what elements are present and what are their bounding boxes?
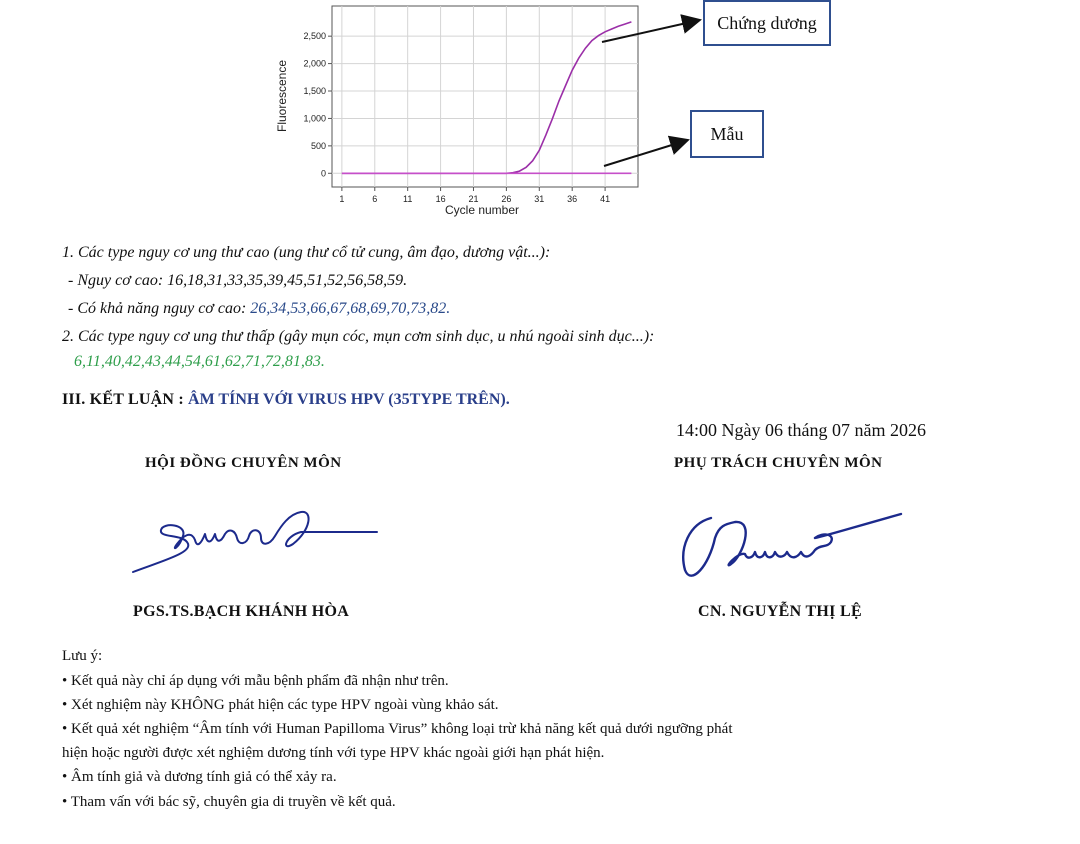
sample-label: Mẫu	[710, 123, 744, 144]
high-risk-line	[68, 272, 407, 290]
left-signatory-title: HỘI ĐỒNG CHUYÊN MÔN	[145, 455, 342, 471]
high-risk-section-title: 1. Các type nguy cơ ung thư cao (ung thư cổ tử cung, âm đạo, dương vật...):	[62, 244, 551, 261]
sample-arrow	[604, 140, 688, 166]
x-tick-label: 21	[468, 194, 479, 204]
left-signature	[125, 500, 385, 580]
date-line: 14:00 Ngày 06 tháng 07 năm 2026	[676, 420, 926, 440]
notes-title: Lưu ý:	[62, 648, 103, 664]
possible-risk-line	[68, 300, 450, 318]
positive-control-arrow	[602, 20, 700, 42]
positive-control-callout	[703, 0, 831, 46]
low-risk-values: 6,11,40,42,43,44,54,61,62,71,72,81,83.	[74, 353, 325, 370]
right-signature	[675, 508, 915, 588]
note-item-continued: hiện hoặc người được xét nghiệm dương tính với type HPV khác ngoài giới hạn phát hiện.	[62, 745, 605, 761]
callout-arrows	[0, 0, 1080, 240]
x-tick-label: 41	[600, 194, 611, 204]
note-item: • Kết quả này chỉ áp dụng với mẫu bệnh phẩm đã nhận như trên.	[62, 673, 449, 689]
y-tick-label: 2,500	[303, 31, 326, 42]
positive-control-label: Chứng dương	[717, 12, 817, 33]
y-tick-label: 0	[320, 168, 326, 179]
y-tick-label: 1,500	[303, 86, 326, 97]
x-tick-label: 36	[567, 194, 578, 204]
y-axis-label: Fluorescence	[275, 59, 289, 133]
x-tick-label: 16	[435, 194, 446, 204]
x-tick-label: 31	[534, 194, 545, 204]
note-item: • Xét nghiệm này KHÔNG phát hiện các type HPV ngoài vùng khảo sát.	[62, 697, 499, 713]
x-tick-label: 1	[339, 194, 345, 204]
note-item: • Tham vấn với bác sỹ, chuyên gia di truyền về kết quả.	[62, 794, 396, 810]
x-tick-label: 26	[501, 194, 512, 204]
possible-risk-values: 26,34,53,66,67,68,69,70,73,82.	[250, 300, 451, 317]
high-risk-label: - Nguy cơ cao:	[68, 272, 168, 289]
x-axis-label: Cycle number	[444, 203, 520, 217]
note-item: • Kết quả xét nghiệm “Âm tính với Human Papilloma Virus” không loại trừ khả năng kết quả dưới ngưỡng phát	[62, 721, 733, 737]
y-tick-label: 1,000	[303, 113, 326, 124]
conclusion-label: III. KẾT LUẬN :	[62, 391, 189, 408]
low-risk-section-title: 2. Các type nguy cơ ung thư thấp (gây mụn cóc, mụn cơm sinh dục, u nhú ngoài sinh dục...):	[62, 328, 655, 345]
note-item: • Âm tính giả và dương tính giả có thể xảy ra.	[62, 769, 337, 785]
possible-risk-label: - Có khả năng nguy cơ cao:	[68, 300, 251, 317]
right-signatory-name: CN. NGUYỄN THỊ LỆ	[698, 603, 862, 620]
y-tick-label: 500	[310, 140, 326, 151]
conclusion	[62, 391, 510, 409]
x-tick-label: 11	[403, 194, 413, 204]
y-tick-label: 2,000	[303, 58, 326, 69]
high-risk-values: 16,18,31,33,35,39,45,51,52,56,58,59.	[167, 272, 408, 289]
left-signatory-name: PGS.TS.BẠCH KHÁNH HÒA	[133, 603, 350, 620]
conclusion-value: ÂM TÍNH VỚI VIRUS HPV (35TYPE TRÊN).	[188, 391, 510, 408]
sample-callout	[690, 110, 764, 158]
x-tick-label: 6	[372, 194, 378, 204]
right-signatory-title: PHỤ TRÁCH CHUYÊN MÔN	[674, 455, 883, 471]
